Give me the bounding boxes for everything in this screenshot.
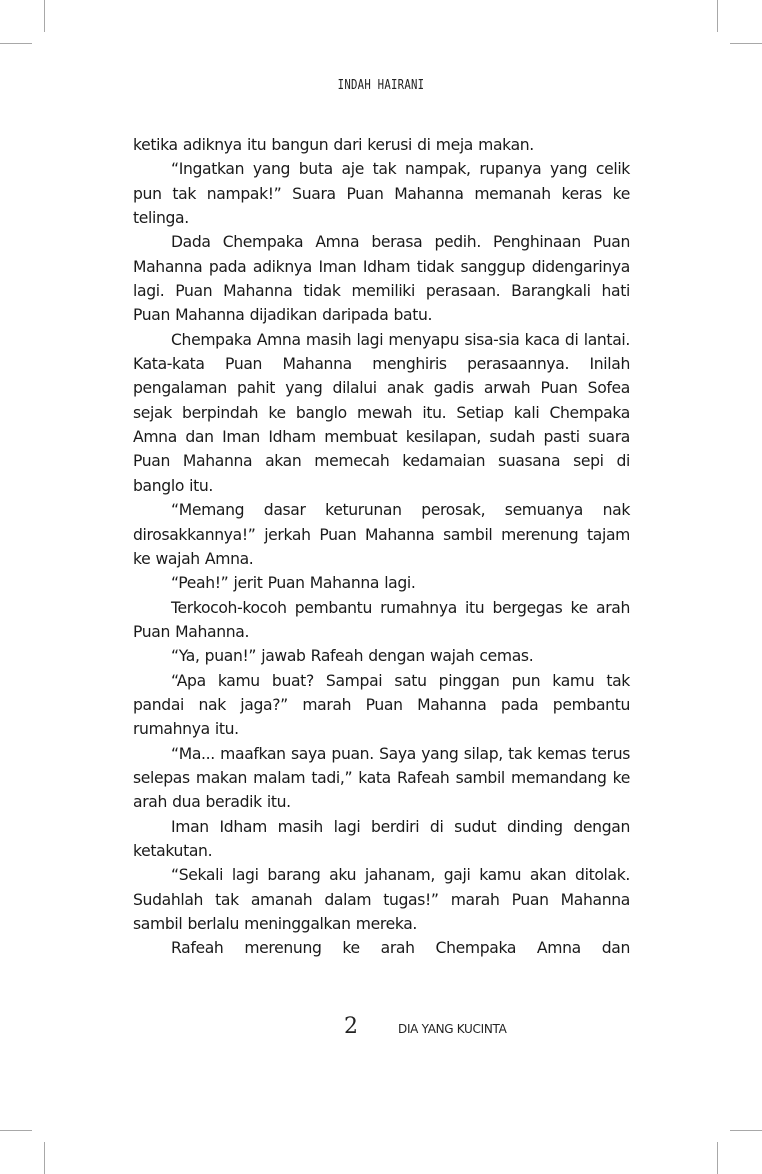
paragraph: “Memang dasar keturunan perosak, semuanya nak dirosakkannya!” jerkah Puan Mahanna sambil merenung tajam ke wajah Amna. (133, 501, 630, 568)
paragraph: Rafeah merenung ke arah Chempaka Amna dan (171, 939, 630, 958)
paragraph: “Ya, puan!” jawab Rafeah dengan wajah cemas. (171, 647, 534, 666)
crop-mark-top-left-vertical (44, 0, 45, 32)
crop-mark-bottom-right-vertical (717, 1142, 718, 1174)
paragraph: Chempaka Amna masih lagi menyapu sisa-sia kaca di lantai. Kata-kata Puan Mahanna menghiris perasaannya. Inilah pengalaman pahit yang dilalui anak gadis arwah Puan Sofea sejak berpindah ke banglo mewah itu. Setiap kali Chempaka Amna dan Iman Idham membuat kesilapan, sudah pasti suara Puan Mahanna akan memecah kedamaian suasana sepi di banglo itu. (133, 330, 630, 495)
paragraph: “Peah!” jerit Puan Mahanna lagi. (171, 574, 416, 593)
crop-mark-bottom-right-horizontal (730, 1130, 762, 1131)
crop-mark-top-right-horizontal (730, 43, 762, 44)
crop-mark-top-right-vertical (717, 0, 718, 32)
paragraph: Dada Chempaka Amna berasa pedih. Penghinaan Puan Mahanna pada adiknya Iman Idham tidak sanggup didengarinya lagi. Puan Mahanna tidak memiliki perasaan. Barangkali hati Puan Mahanna dijadikan daripada batu. (133, 233, 630, 325)
paragraph: “Ingatkan yang buta aje tak nampak, rupanya yang celik pun tak nampak!” Suara Puan Mahanna memanah keras ke telinga. (133, 160, 630, 228)
running-header-author: INDAH HAIRANI (337, 78, 425, 93)
crop-mark-bottom-left-vertical (44, 1142, 45, 1174)
paragraph: “Ma... maafkan saya puan. Saya yang silap, tak kemas terus selepas makan malam tadi,” kata Rafeah sambil memandang ke arah dua beradik itu. (133, 744, 630, 812)
paragraph: Iman Idham masih lagi berdiri di sudut dinding dengan ketakutan. (133, 817, 630, 860)
paragraph: ketika adiknya itu bangun dari kerusi di meja makan. (133, 136, 534, 154)
paragraph: “Apa kamu buat? Sampai satu pinggan pun kamu tak pandai nak jaga?” marah Puan Mahanna pada pembantu rumahnya itu. (133, 671, 630, 739)
page-number: 2 (344, 1014, 358, 1039)
paragraph: Terkocoh-kocoh pembantu rumahnya itu bergegas ke arah Puan Mahanna. (133, 598, 630, 641)
crop-mark-top-left-horizontal (0, 43, 32, 44)
paragraph: “Sekali lagi barang aku jahanam, gaji kamu akan ditolak. Sudahlah tak amanah dalam tugas!” marah Puan Mahanna sambil berlalu meninggalkan mereka. (133, 866, 630, 933)
crop-mark-bottom-left-horizontal (0, 1130, 32, 1131)
running-footer-title: DIA YANG KUCINTA (398, 1022, 507, 1036)
page-body (133, 133, 630, 961)
